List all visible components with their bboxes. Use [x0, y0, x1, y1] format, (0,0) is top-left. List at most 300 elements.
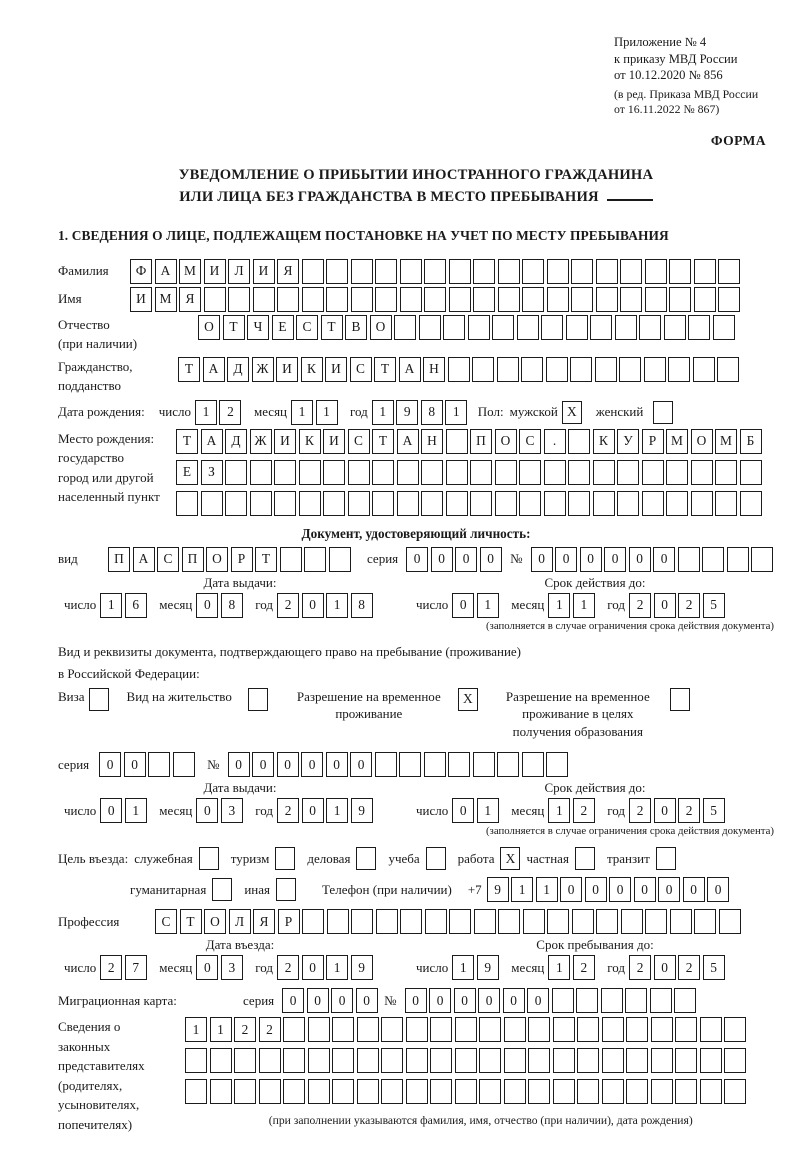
cell[interactable]: 0: [252, 752, 274, 777]
valid-day-boxes[interactable]: [452, 593, 501, 618]
cell[interactable]: 1: [326, 798, 348, 823]
cell[interactable]: Е: [176, 460, 198, 485]
cell[interactable]: [470, 460, 492, 485]
cell[interactable]: [666, 460, 688, 485]
name-boxes[interactable]: [130, 287, 743, 312]
phone-boxes[interactable]: [487, 877, 732, 902]
cell[interactable]: 0: [527, 988, 549, 1013]
cell[interactable]: 0: [455, 547, 477, 572]
cell[interactable]: 1: [210, 1017, 232, 1042]
cell[interactable]: [620, 287, 642, 312]
cell[interactable]: [626, 1017, 648, 1042]
cell[interactable]: 1: [548, 955, 570, 980]
cell[interactable]: [308, 1017, 330, 1042]
cell[interactable]: [400, 909, 422, 934]
cell[interactable]: [670, 909, 692, 934]
cell[interactable]: 0: [480, 547, 502, 572]
cell[interactable]: 0: [302, 798, 324, 823]
cell[interactable]: [449, 909, 471, 934]
cell[interactable]: [332, 1017, 354, 1042]
cell[interactable]: [668, 357, 690, 382]
cell[interactable]: [473, 259, 495, 284]
cell[interactable]: [740, 491, 762, 516]
cell[interactable]: [715, 460, 737, 485]
representatives-boxes-2[interactable]: [185, 1048, 749, 1073]
cell[interactable]: [675, 1017, 697, 1042]
cell[interactable]: [472, 357, 494, 382]
mc-series-boxes[interactable]: [282, 988, 380, 1013]
cell[interactable]: [253, 287, 275, 312]
cell[interactable]: [228, 287, 250, 312]
cell[interactable]: .: [544, 429, 566, 454]
cell[interactable]: 2: [219, 400, 241, 425]
cell[interactable]: 1: [573, 593, 595, 618]
cell[interactable]: Р: [278, 909, 300, 934]
cell[interactable]: [446, 429, 468, 454]
cell[interactable]: [308, 1079, 330, 1104]
residence-issue-month-boxes[interactable]: [196, 798, 245, 823]
cell[interactable]: [522, 287, 544, 312]
cell[interactable]: [642, 491, 664, 516]
cell[interactable]: [572, 909, 594, 934]
cell[interactable]: 0: [350, 752, 372, 777]
cell[interactable]: [468, 315, 490, 340]
cell[interactable]: О: [691, 429, 713, 454]
cell[interactable]: [596, 909, 618, 934]
cell[interactable]: 9: [351, 955, 373, 980]
cell[interactable]: [299, 491, 321, 516]
doc-number-boxes[interactable]: [531, 547, 776, 572]
cell[interactable]: С: [350, 357, 372, 382]
cell[interactable]: [694, 287, 716, 312]
cell[interactable]: 2: [573, 798, 595, 823]
cell[interactable]: В: [345, 315, 367, 340]
cell[interactable]: [546, 752, 568, 777]
cell[interactable]: О: [206, 547, 228, 572]
cell[interactable]: [283, 1079, 305, 1104]
cell[interactable]: [259, 1048, 281, 1073]
birth-day-boxes[interactable]: [195, 400, 244, 425]
cell[interactable]: [173, 752, 195, 777]
cell[interactable]: 0: [301, 752, 323, 777]
cell[interactable]: [700, 1079, 722, 1104]
cell[interactable]: 0: [100, 798, 122, 823]
residence-number-boxes[interactable]: [228, 752, 571, 777]
issue-year-boxes[interactable]: [277, 593, 375, 618]
cell[interactable]: 0: [609, 877, 631, 902]
cell[interactable]: Ж: [250, 429, 272, 454]
cell[interactable]: 1: [477, 798, 499, 823]
cell[interactable]: [724, 1079, 746, 1104]
cell[interactable]: [595, 357, 617, 382]
cell[interactable]: М: [155, 287, 177, 312]
cell[interactable]: Я: [253, 909, 275, 934]
cell[interactable]: [473, 752, 495, 777]
cell[interactable]: 5: [703, 955, 725, 980]
cell[interactable]: [479, 1048, 501, 1073]
cell[interactable]: 2: [629, 593, 651, 618]
cell[interactable]: 1: [185, 1017, 207, 1042]
cell[interactable]: 0: [604, 547, 626, 572]
cell[interactable]: 3: [221, 798, 243, 823]
residence-permit-checkbox[interactable]: [248, 688, 268, 711]
cell[interactable]: [400, 259, 422, 284]
cell[interactable]: [645, 287, 667, 312]
cell[interactable]: [645, 909, 667, 934]
cell[interactable]: [176, 491, 198, 516]
cell[interactable]: И: [274, 429, 296, 454]
cell[interactable]: [620, 259, 642, 284]
birthplace-boxes-2[interactable]: [176, 460, 764, 485]
cell[interactable]: [553, 1048, 575, 1073]
cell[interactable]: [473, 287, 495, 312]
cell[interactable]: 2: [234, 1017, 256, 1042]
cell[interactable]: [479, 1079, 501, 1104]
purpose-official-checkbox[interactable]: [199, 847, 219, 870]
cell[interactable]: К: [593, 429, 615, 454]
issue-day-boxes[interactable]: [100, 593, 149, 618]
cell[interactable]: С: [519, 429, 541, 454]
cell[interactable]: 0: [282, 988, 304, 1013]
residence-valid-month-boxes[interactable]: [548, 798, 597, 823]
cell[interactable]: [448, 357, 470, 382]
cell[interactable]: [553, 1079, 575, 1104]
residence-issue-year-boxes[interactable]: [277, 798, 375, 823]
cell[interactable]: [225, 460, 247, 485]
cell[interactable]: [357, 1017, 379, 1042]
cell[interactable]: [568, 460, 590, 485]
cell[interactable]: [694, 259, 716, 284]
cell[interactable]: 1: [291, 400, 313, 425]
cell[interactable]: [717, 357, 739, 382]
visa-checkbox[interactable]: [89, 688, 109, 711]
cell[interactable]: [601, 988, 623, 1013]
cell[interactable]: 1: [372, 400, 394, 425]
cell[interactable]: [553, 1017, 575, 1042]
cell[interactable]: [570, 357, 592, 382]
cell[interactable]: 0: [654, 593, 676, 618]
cell[interactable]: А: [201, 429, 223, 454]
cell[interactable]: [571, 259, 593, 284]
cell[interactable]: О: [204, 909, 226, 934]
cell[interactable]: [274, 491, 296, 516]
cell[interactable]: [544, 460, 566, 485]
cell[interactable]: [299, 460, 321, 485]
purpose-transit-checkbox[interactable]: [656, 847, 676, 870]
cell[interactable]: 2: [259, 1017, 281, 1042]
cell[interactable]: [664, 315, 686, 340]
cell[interactable]: [522, 259, 544, 284]
cell[interactable]: И: [323, 429, 345, 454]
cell[interactable]: [495, 491, 517, 516]
valid-year-boxes[interactable]: [629, 593, 727, 618]
cell[interactable]: 2: [678, 955, 700, 980]
cell[interactable]: И: [276, 357, 298, 382]
cell[interactable]: [650, 988, 672, 1013]
cell[interactable]: [455, 1079, 477, 1104]
purpose-private-checkbox[interactable]: [575, 847, 595, 870]
cell[interactable]: 1: [536, 877, 558, 902]
cell[interactable]: [348, 460, 370, 485]
mc-number-boxes[interactable]: [405, 988, 699, 1013]
residence-series-boxes[interactable]: [99, 752, 197, 777]
cell[interactable]: 5: [703, 593, 725, 618]
cell[interactable]: 0: [580, 547, 602, 572]
cell[interactable]: А: [155, 259, 177, 284]
cell[interactable]: [406, 1048, 428, 1073]
cell[interactable]: П: [182, 547, 204, 572]
citizenship-boxes[interactable]: [178, 357, 742, 382]
cell[interactable]: [617, 460, 639, 485]
cell[interactable]: [234, 1048, 256, 1073]
cell[interactable]: 9: [477, 955, 499, 980]
birthplace-boxes-1[interactable]: [176, 429, 764, 454]
cell[interactable]: [327, 909, 349, 934]
cell[interactable]: [546, 357, 568, 382]
cell[interactable]: Н: [423, 357, 445, 382]
cell[interactable]: [669, 287, 691, 312]
cell[interactable]: [492, 315, 514, 340]
cell[interactable]: [675, 1079, 697, 1104]
cell[interactable]: [522, 752, 544, 777]
cell[interactable]: 0: [560, 877, 582, 902]
cell[interactable]: 0: [585, 877, 607, 902]
cell[interactable]: [615, 315, 637, 340]
cell[interactable]: [669, 259, 691, 284]
cell[interactable]: 2: [573, 955, 595, 980]
cell[interactable]: О: [370, 315, 392, 340]
cell[interactable]: [715, 491, 737, 516]
cell[interactable]: Т: [255, 547, 277, 572]
cell[interactable]: [626, 1079, 648, 1104]
stay-day-boxes[interactable]: [452, 955, 501, 980]
cell[interactable]: И: [325, 357, 347, 382]
cell[interactable]: [201, 491, 223, 516]
cell[interactable]: [651, 1017, 673, 1042]
cell[interactable]: [691, 491, 713, 516]
temp-permit-checkbox[interactable]: X: [458, 688, 478, 711]
cell[interactable]: [446, 460, 468, 485]
cell[interactable]: Ж: [252, 357, 274, 382]
cell[interactable]: 0: [629, 547, 651, 572]
cell[interactable]: [719, 909, 741, 934]
cell[interactable]: [727, 547, 749, 572]
cell[interactable]: [332, 1079, 354, 1104]
cell[interactable]: [691, 460, 713, 485]
cell[interactable]: 1: [548, 593, 570, 618]
cell[interactable]: [357, 1048, 379, 1073]
surname-boxes[interactable]: [130, 259, 743, 284]
cell[interactable]: [544, 491, 566, 516]
cell[interactable]: [625, 988, 647, 1013]
cell[interactable]: [421, 491, 443, 516]
cell[interactable]: [521, 357, 543, 382]
cell[interactable]: [424, 259, 446, 284]
cell[interactable]: [234, 1079, 256, 1104]
cell[interactable]: Д: [227, 357, 249, 382]
cell[interactable]: 1: [316, 400, 338, 425]
cell[interactable]: [304, 547, 326, 572]
cell[interactable]: 0: [478, 988, 500, 1013]
cell[interactable]: [621, 909, 643, 934]
cell[interactable]: [651, 1048, 673, 1073]
cell[interactable]: [375, 287, 397, 312]
cell[interactable]: 1: [195, 400, 217, 425]
cell[interactable]: 0: [654, 955, 676, 980]
cell[interactable]: С: [296, 315, 318, 340]
cell[interactable]: [602, 1017, 624, 1042]
cell[interactable]: [740, 460, 762, 485]
cell[interactable]: 0: [302, 955, 324, 980]
valid-month-boxes[interactable]: [548, 593, 597, 618]
cell[interactable]: [642, 460, 664, 485]
cell[interactable]: И: [204, 259, 226, 284]
cell[interactable]: [375, 259, 397, 284]
cell[interactable]: [576, 988, 598, 1013]
cell[interactable]: У: [617, 429, 639, 454]
cell[interactable]: [528, 1017, 550, 1042]
cell[interactable]: [455, 1048, 477, 1073]
cell[interactable]: [474, 909, 496, 934]
cell[interactable]: 0: [454, 988, 476, 1013]
cell[interactable]: [645, 259, 667, 284]
cell[interactable]: 1: [445, 400, 467, 425]
cell[interactable]: Б: [740, 429, 762, 454]
purpose-other-checkbox[interactable]: [276, 878, 296, 901]
cell[interactable]: 0: [405, 988, 427, 1013]
cell[interactable]: [571, 287, 593, 312]
cell[interactable]: 0: [683, 877, 705, 902]
cell[interactable]: Р: [231, 547, 253, 572]
cell[interactable]: [421, 460, 443, 485]
cell[interactable]: [323, 491, 345, 516]
cell[interactable]: О: [495, 429, 517, 454]
cell[interactable]: 2: [629, 798, 651, 823]
cell[interactable]: [148, 752, 170, 777]
cell[interactable]: [651, 1079, 673, 1104]
cell[interactable]: З: [201, 460, 223, 485]
cell[interactable]: [351, 259, 373, 284]
cell[interactable]: Т: [374, 357, 396, 382]
cell[interactable]: [381, 1079, 403, 1104]
cell[interactable]: [547, 909, 569, 934]
cell[interactable]: [498, 259, 520, 284]
purpose-business-checkbox[interactable]: [356, 847, 376, 870]
cell[interactable]: [517, 315, 539, 340]
cell[interactable]: [519, 491, 541, 516]
cell[interactable]: [568, 429, 590, 454]
cell[interactable]: [308, 1048, 330, 1073]
cell[interactable]: 0: [654, 798, 676, 823]
cell[interactable]: [504, 1017, 526, 1042]
cell[interactable]: 6: [125, 593, 147, 618]
cell[interactable]: [577, 1048, 599, 1073]
cell[interactable]: [357, 1079, 379, 1104]
cell[interactable]: [430, 1048, 452, 1073]
cell[interactable]: 0: [331, 988, 353, 1013]
cell[interactable]: [470, 491, 492, 516]
cell[interactable]: 0: [277, 752, 299, 777]
cell[interactable]: 9: [396, 400, 418, 425]
cell[interactable]: [210, 1048, 232, 1073]
cell[interactable]: [596, 287, 618, 312]
cell[interactable]: [693, 357, 715, 382]
doc-kind-boxes[interactable]: [108, 547, 353, 572]
cell[interactable]: [419, 315, 441, 340]
cell[interactable]: [455, 1017, 477, 1042]
sex-male-checkbox[interactable]: X: [562, 401, 582, 424]
cell[interactable]: [617, 491, 639, 516]
cell[interactable]: 0: [431, 547, 453, 572]
cell[interactable]: [259, 1079, 281, 1104]
cell[interactable]: 0: [326, 752, 348, 777]
cell[interactable]: [448, 752, 470, 777]
cell[interactable]: [528, 1048, 550, 1073]
cell[interactable]: [326, 259, 348, 284]
cell[interactable]: Д: [225, 429, 247, 454]
cell[interactable]: [400, 287, 422, 312]
cell[interactable]: А: [133, 547, 155, 572]
cell[interactable]: 1: [548, 798, 570, 823]
residence-valid-day-boxes[interactable]: [452, 798, 501, 823]
cell[interactable]: 7: [125, 955, 147, 980]
cell[interactable]: 2: [277, 955, 299, 980]
cell[interactable]: [302, 259, 324, 284]
cell[interactable]: [702, 547, 724, 572]
cell[interactable]: [619, 357, 641, 382]
cell[interactable]: [541, 315, 563, 340]
cell[interactable]: [577, 1017, 599, 1042]
cell[interactable]: 9: [351, 798, 373, 823]
cell[interactable]: [626, 1048, 648, 1073]
cell[interactable]: Ф: [130, 259, 152, 284]
cell[interactable]: [497, 752, 519, 777]
cell[interactable]: [326, 287, 348, 312]
residence-issue-day-boxes[interactable]: [100, 798, 149, 823]
birth-month-boxes[interactable]: [291, 400, 340, 425]
cell[interactable]: Л: [229, 909, 251, 934]
cell[interactable]: 0: [555, 547, 577, 572]
cell[interactable]: 0: [307, 988, 329, 1013]
cell[interactable]: [523, 909, 545, 934]
representatives-boxes-1[interactable]: [185, 1017, 749, 1042]
cell[interactable]: О: [198, 315, 220, 340]
cell[interactable]: [430, 1079, 452, 1104]
cell[interactable]: [449, 259, 471, 284]
cell[interactable]: [552, 988, 574, 1013]
cell[interactable]: [724, 1017, 746, 1042]
cell[interactable]: П: [470, 429, 492, 454]
cell[interactable]: [302, 909, 324, 934]
cell[interactable]: Т: [180, 909, 202, 934]
profession-boxes[interactable]: [155, 909, 743, 934]
cell[interactable]: 2: [678, 593, 700, 618]
cell[interactable]: [424, 752, 446, 777]
cell[interactable]: 0: [531, 547, 553, 572]
cell[interactable]: С: [157, 547, 179, 572]
cell[interactable]: [602, 1079, 624, 1104]
purpose-tourism-checkbox[interactable]: [275, 847, 295, 870]
cell[interactable]: 0: [653, 547, 675, 572]
cell[interactable]: 0: [406, 547, 428, 572]
cell[interactable]: Т: [223, 315, 245, 340]
cell[interactable]: [375, 752, 397, 777]
cell[interactable]: [593, 491, 615, 516]
cell[interactable]: [498, 909, 520, 934]
stay-year-boxes[interactable]: [629, 955, 727, 980]
patronymic-boxes[interactable]: [198, 315, 737, 340]
cell[interactable]: [424, 287, 446, 312]
